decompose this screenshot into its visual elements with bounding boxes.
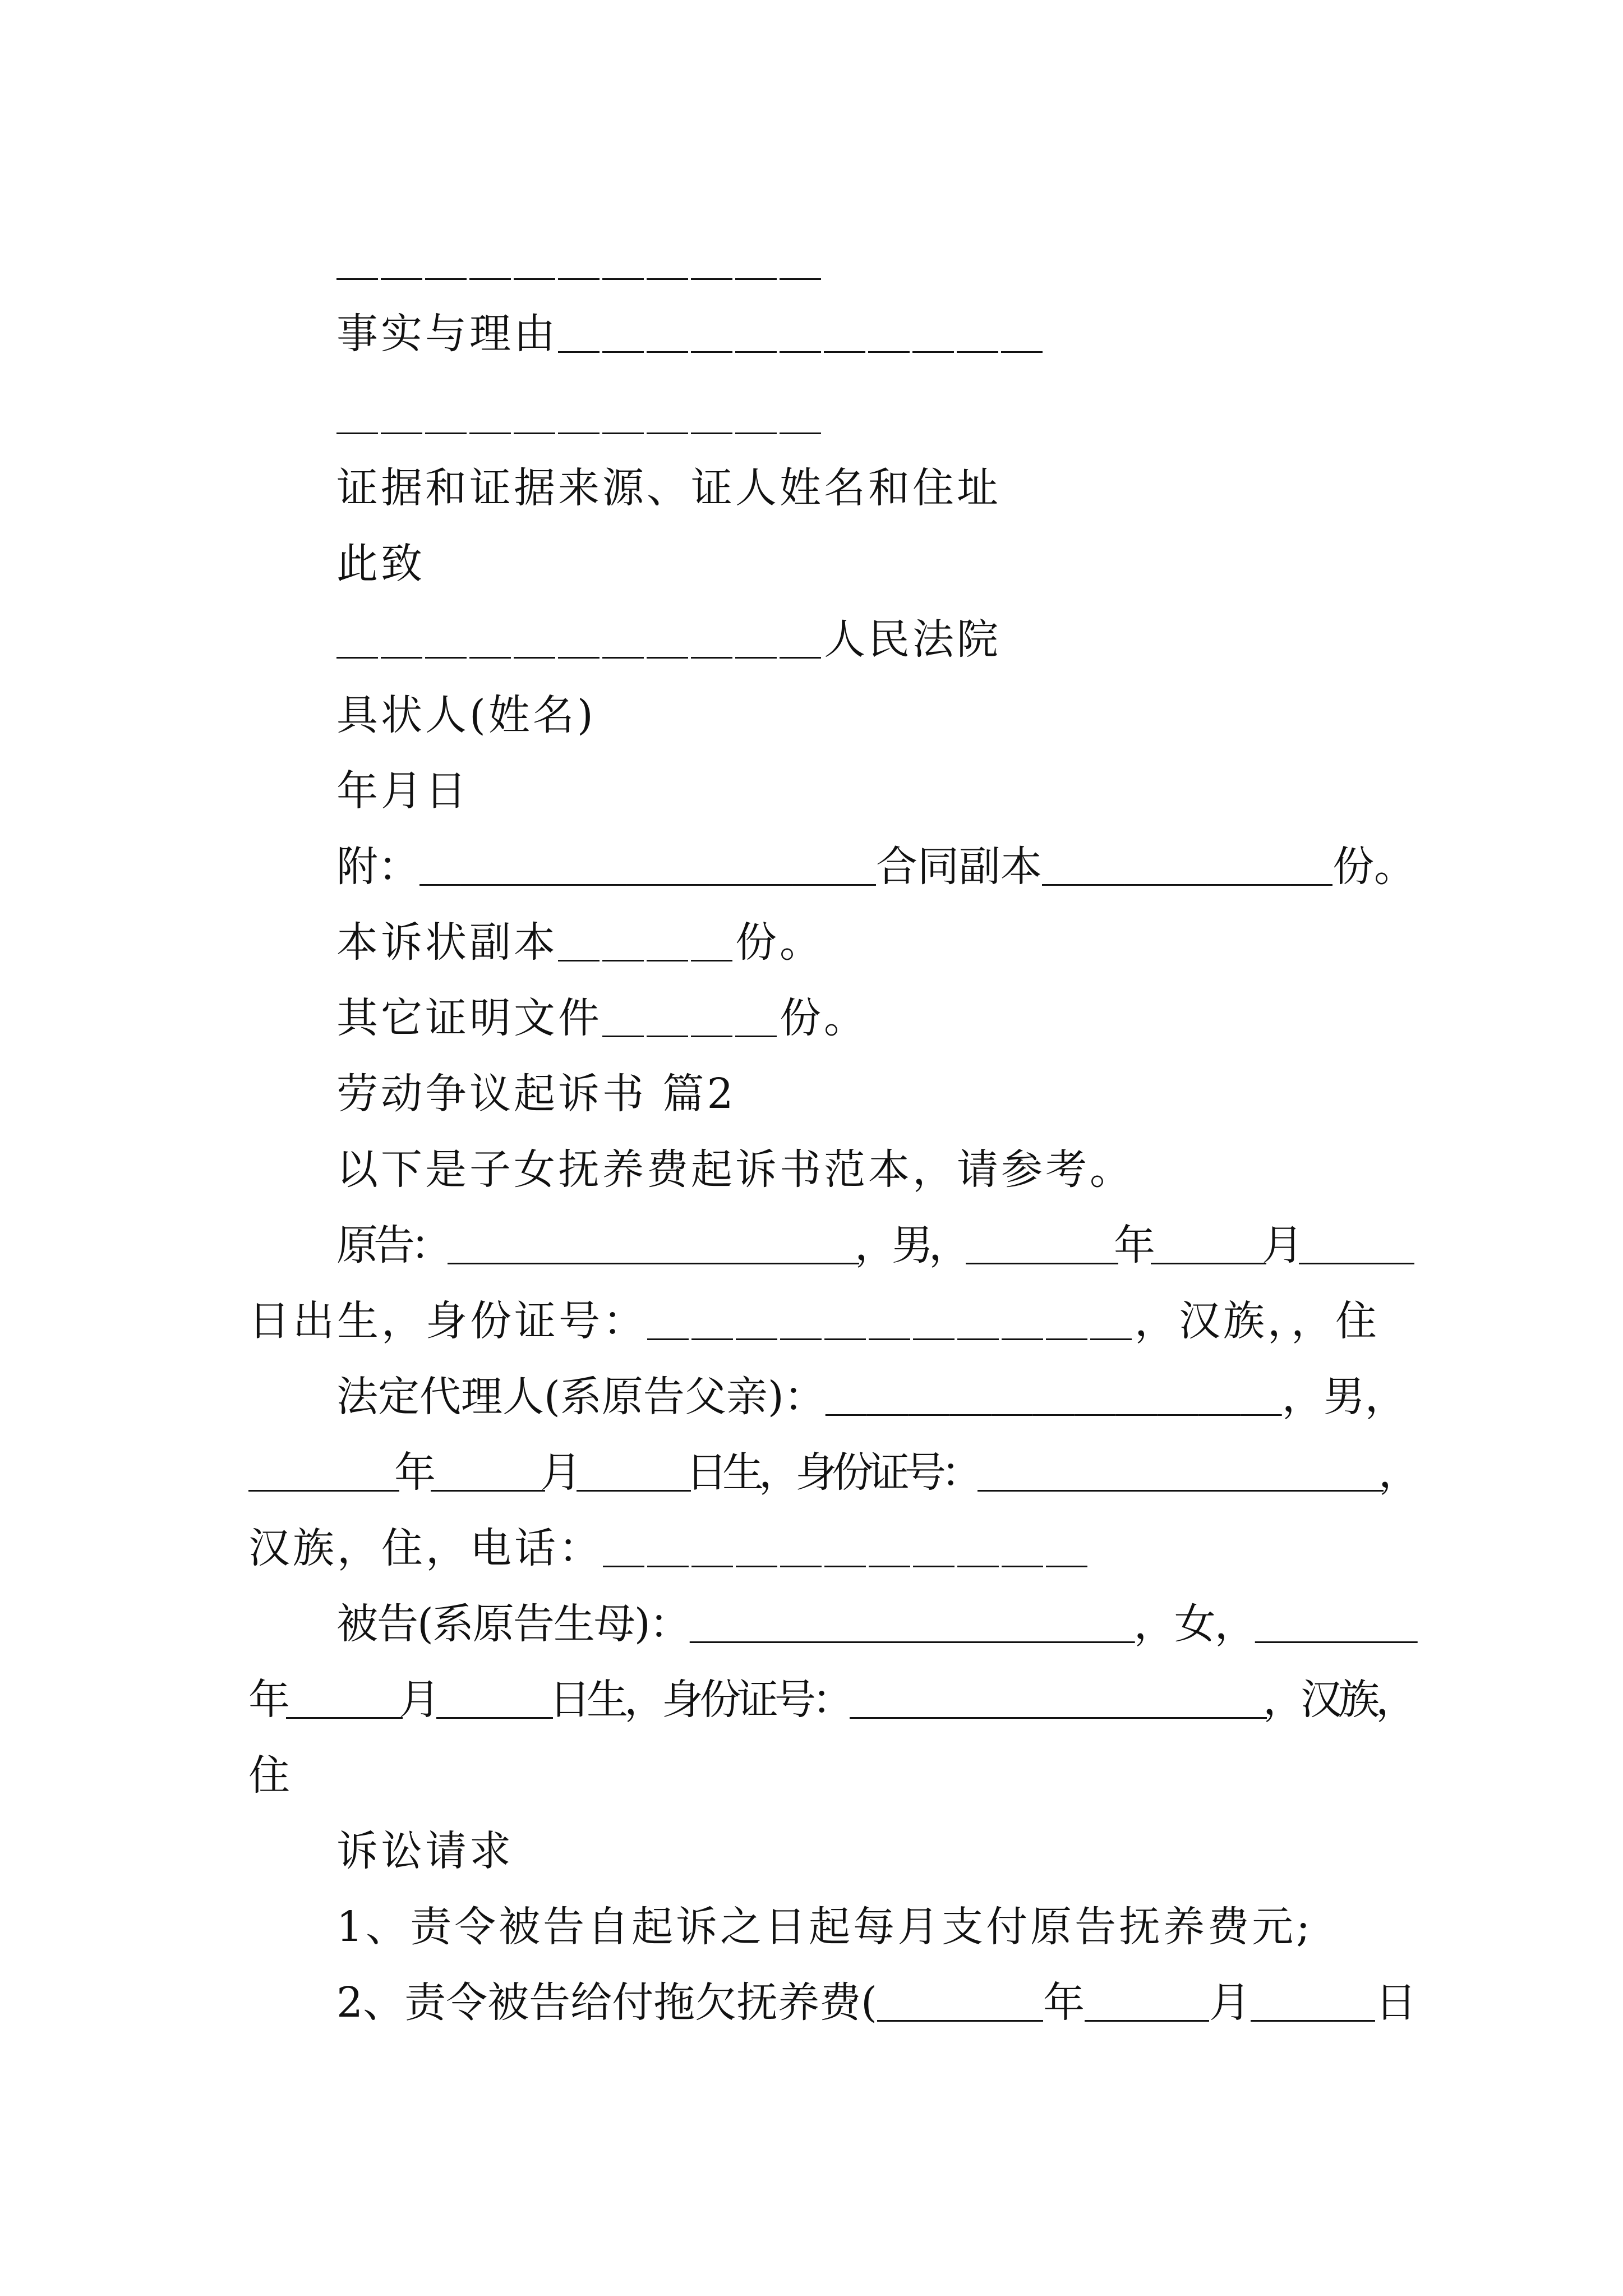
- line-text: 法定代理人(系原告父亲)：＿＿＿＿＿＿＿＿＿＿＿，男，: [336, 1373, 1407, 1421]
- defendant-id-line: [248, 1672, 1413, 1728]
- line-text: 1、责令被告自起诉之日起每月支付原告抚养费元;: [336, 1903, 1313, 1951]
- line-text: 被告(系原告生母)：＿＿＿＿＿＿＿＿＿＿＿，女，＿＿＿＿: [336, 1600, 1417, 1648]
- defendant-line: [336, 1596, 1417, 1652]
- legal-agent-line: [336, 1369, 1407, 1425]
- section-heading: [336, 1066, 736, 1122]
- line-text: 附：＿＿＿＿＿＿＿＿＿＿＿合同副本＿＿＿＿＿＿＿份。: [336, 843, 1415, 891]
- line-text: 以下是子女抚养费起诉书范本，请参考。: [336, 1145, 1134, 1194]
- line-text: 具状人(姓名): [336, 691, 596, 739]
- facts-and-reasons-line: [336, 306, 1045, 362]
- line-text: 汉族，住，电话：＿＿＿＿＿＿＿＿＿＿＿: [248, 1524, 1090, 1572]
- line-text: 事实与理由＿＿＿＿＿＿＿＿＿＿＿: [336, 310, 1045, 358]
- line-text: 日出生，身份证号：＿＿＿＿＿＿＿＿＿＿＿，汉族，，住: [248, 1297, 1380, 1345]
- line-text: 其它证明文件＿＿＿＿份。: [336, 994, 868, 1042]
- complaint-copy-line: [336, 914, 824, 970]
- salutation-line: [336, 536, 425, 592]
- evidence-line: [336, 460, 1001, 516]
- intro-line: [336, 1142, 1134, 1198]
- line-text: 原告：＿＿＿＿＿＿＿＿＿＿＿，男，＿＿＿＿年＿＿＿月＿＿＿: [336, 1221, 1410, 1269]
- line-text: 年＿＿＿月＿＿＿日生，身份证号：＿＿＿＿＿＿＿＿＿＿＿，汉族，: [248, 1676, 1413, 1724]
- blank-line-top: [336, 233, 824, 289]
- line-text: 2、责令被告给付拖欠抚养费(＿＿＿＿年＿＿＿月＿＿＿日: [336, 1978, 1417, 2027]
- signatory-line: [336, 687, 596, 743]
- line-text: 证据和证据来源、证人姓名和住址: [336, 464, 1001, 512]
- plaintiff-line: [336, 1217, 1410, 1273]
- line-text: 本诉状副本＿＿＿＿份。: [336, 918, 824, 967]
- legal-agent-phone-line: [248, 1520, 1090, 1576]
- line-text: ＿＿＿＿年＿＿＿月＿＿＿日生，身份证号：＿＿＿＿＿＿＿＿＿＿＿，: [248, 1448, 1415, 1497]
- attachment-line: [336, 839, 1415, 895]
- line-text: ＿＿＿＿＿＿＿＿＿＿＿: [336, 237, 824, 285]
- line-text: 诉讼请求: [336, 1827, 514, 1875]
- plaintiff-id-line: [248, 1293, 1380, 1349]
- date-line: [336, 763, 469, 819]
- line-text: 此致: [336, 540, 425, 588]
- line-text: 劳动争议起诉书 篇2: [336, 1070, 736, 1118]
- defendant-address-line: [248, 1747, 293, 1803]
- line-text: 年月日: [336, 767, 469, 815]
- line-text: 住: [248, 1751, 293, 1800]
- court-line: [336, 611, 1001, 668]
- line-text: ＿＿＿＿＿＿＿＿＿＿＿: [336, 391, 824, 439]
- claim-item-1: [336, 1899, 1313, 1955]
- blank-line-second: [336, 387, 824, 443]
- other-documents-line: [336, 990, 868, 1046]
- claims-heading: [336, 1823, 514, 1879]
- claim-item-2: [336, 1975, 1417, 2031]
- line-text: ＿＿＿＿＿＿＿＿＿＿＿人民法院: [336, 615, 1001, 664]
- legal-agent-id-line: [248, 1444, 1415, 1501]
